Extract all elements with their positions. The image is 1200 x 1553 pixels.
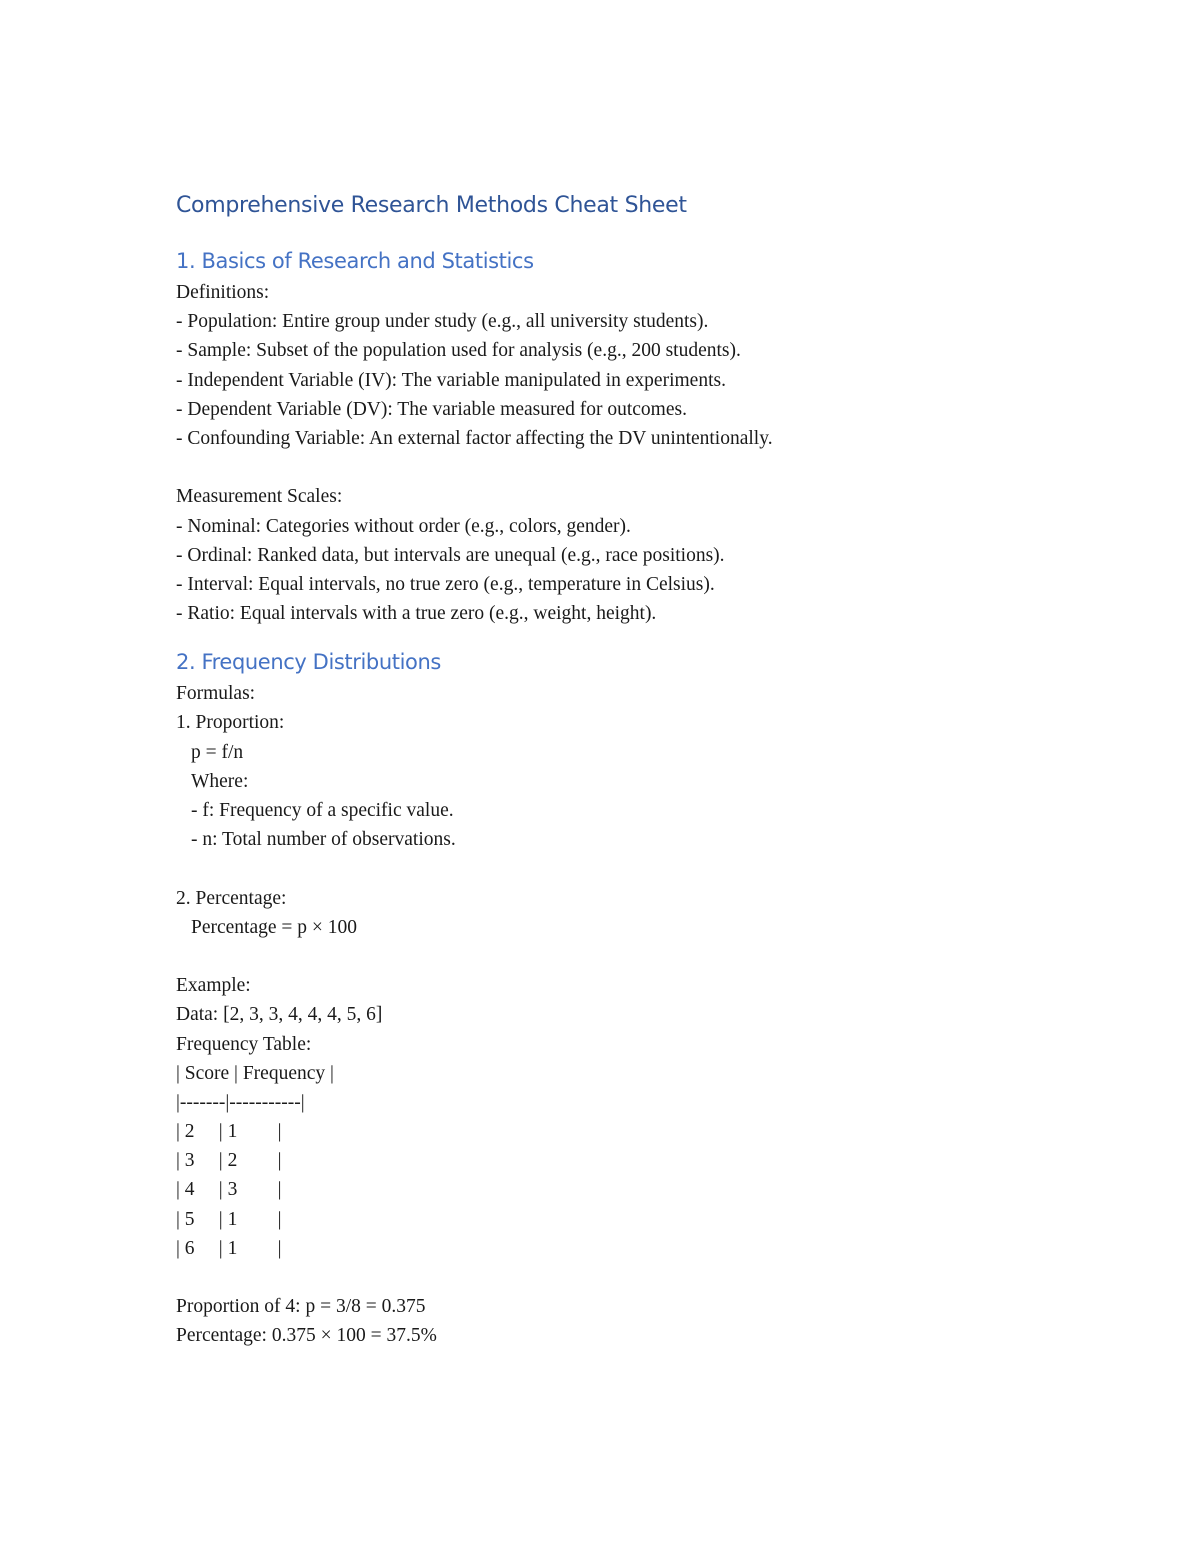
definitions-label: Definitions: xyxy=(176,282,270,303)
definition-item: - Dependent Variable (DV): The variable measured for outcomes. xyxy=(176,398,687,420)
document-page xyxy=(176,188,1116,1351)
frequency-cell: 1 xyxy=(227,1121,238,1143)
scale-item: - Ordinal: Ranked data, but intervals are unequal (e.g., race positions). xyxy=(176,544,725,566)
scale-item: - Nominal: Categories without order (e.g., colors, gender). xyxy=(176,515,631,537)
frequency-cell: 1 xyxy=(227,1237,238,1259)
proportion-formula: p = f/n xyxy=(191,741,244,763)
table-separator: |-------|-----------| xyxy=(176,1091,305,1113)
score-cell: 5 xyxy=(184,1208,195,1230)
definition-item: - Independent Variable (IV): The variable manipulated in experiments. xyxy=(176,369,726,391)
definition-item: - Sample: Subset of the population used for analysis (e.g., 200 students). xyxy=(176,340,741,362)
score-cell: 6 xyxy=(184,1237,195,1259)
frequency-cell: 1 xyxy=(227,1208,238,1230)
percentage-formula: Percentage = p × 100 xyxy=(191,916,358,938)
table-row: | 4 | 3 | xyxy=(176,1175,1116,1204)
formulas-label: Formulas: xyxy=(176,683,256,705)
proportion-label: 1. Proportion: xyxy=(176,712,285,734)
where-item: - n: Total number of observations. xyxy=(191,829,456,851)
percentage-label: 2. Percentage: xyxy=(176,887,287,909)
definition-item: - Population: Entire group under study (e.g., all university students). xyxy=(176,311,709,333)
table-row: | 5 | 1 | xyxy=(176,1205,1116,1234)
score-cell: 3 xyxy=(184,1150,195,1172)
scales-label: Measurement Scales: xyxy=(176,486,343,508)
table-row: | 2 | 1 | xyxy=(176,1117,1116,1146)
frequency-cell: 2 xyxy=(227,1150,238,1172)
data-line: Data: [2, 3, 3, 4, 4, 4, 5, 6] xyxy=(176,1004,383,1026)
scale-item: - Interval: Equal intervals, no true zero (e.g., temperature in Celsius). xyxy=(176,573,715,595)
table-row: | 3 | 2 | xyxy=(176,1146,1116,1175)
scale-item: - Ratio: Equal intervals with a true zero (e.g., weight, height). xyxy=(176,603,657,625)
section-1-heading: 1. Basics of Research and Statistics xyxy=(176,249,534,273)
score-cell: 4 xyxy=(184,1179,195,1201)
proportion-result: Proportion of 4: p = 3/8 = 0.375 xyxy=(176,1296,426,1318)
frequency-table-label: Frequency Table: xyxy=(176,1033,312,1055)
frequency-cell: 3 xyxy=(227,1179,238,1201)
where-item: - f: Frequency of a specific value. xyxy=(191,800,454,821)
table-row: | 6 | 1 | xyxy=(176,1234,1116,1263)
section-2-heading: 2. Frequency Distributions xyxy=(176,650,441,675)
percentage-result: Percentage: 0.375 × 100 = 37.5% xyxy=(176,1325,437,1347)
example-label: Example: xyxy=(176,975,251,997)
score-cell: 2 xyxy=(184,1121,195,1143)
table-header: | Score | Frequency | xyxy=(176,1062,334,1084)
where-label: Where: xyxy=(191,770,249,792)
definition-item: - Confounding Variable: An external factor affecting the DV unintentionally. xyxy=(176,427,773,449)
document-title: Comprehensive Research Methods Cheat Sheet xyxy=(176,193,687,218)
